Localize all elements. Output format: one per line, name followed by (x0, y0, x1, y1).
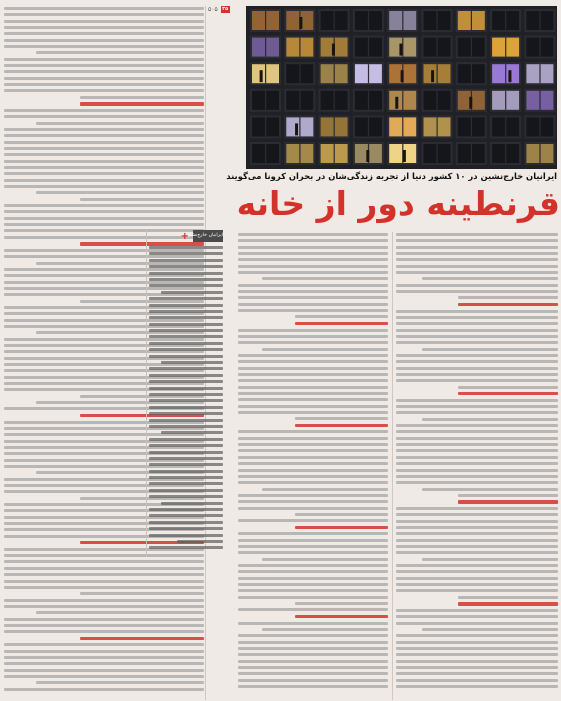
text-line (396, 634, 558, 637)
text-line (149, 393, 223, 396)
text-line (238, 532, 388, 535)
text-line (4, 567, 204, 570)
text-line (396, 564, 558, 567)
text-line (149, 521, 223, 524)
text-line (396, 685, 558, 688)
text-line (149, 272, 223, 275)
text-line (238, 392, 388, 395)
text-line (4, 688, 204, 691)
person-silhouette (401, 70, 404, 82)
text-line (262, 348, 388, 351)
text-line (149, 335, 223, 338)
text-line (4, 7, 204, 10)
person-silhouette (399, 44, 402, 56)
text-line (4, 153, 204, 156)
text-line (4, 115, 204, 118)
text-line (396, 647, 558, 650)
hero-photo (246, 6, 557, 169)
text-line (4, 141, 204, 144)
text-line (238, 430, 388, 433)
text-line (396, 462, 558, 465)
person-silhouette (469, 97, 472, 109)
article-subtitle: ایرانیان خارج‌نشین در ۱۰ کشور دنیا از تجربه زندگی‌شان در بحران کرونا می‌گویند (226, 171, 557, 181)
text-line (238, 551, 388, 554)
person-silhouette (332, 44, 335, 56)
text-line (4, 185, 204, 188)
text-line (4, 210, 204, 213)
person-silhouette (260, 70, 263, 82)
text-line (4, 32, 204, 35)
text-line (149, 304, 223, 307)
middle-text-column (238, 233, 388, 699)
text-line (238, 303, 388, 306)
text-line (4, 147, 204, 150)
text-line (396, 271, 558, 274)
text-line (396, 354, 558, 357)
text-line (396, 526, 558, 529)
text-line (149, 342, 223, 345)
text-line (396, 405, 558, 408)
text-line (396, 589, 558, 592)
text-line (238, 296, 388, 299)
text-line (458, 296, 558, 299)
text-line (238, 641, 388, 644)
text-line (4, 223, 204, 226)
text-line (238, 469, 388, 472)
building-windows-image (246, 6, 557, 169)
text-line (238, 647, 388, 650)
text-line (238, 653, 388, 656)
text-line (238, 545, 388, 548)
text-line (4, 128, 204, 131)
text-line (396, 360, 558, 363)
text-line (238, 589, 388, 592)
text-line (149, 419, 223, 422)
section-subhead (458, 303, 558, 306)
text-line (295, 417, 388, 420)
text-line (36, 681, 204, 684)
text-line (149, 252, 223, 255)
page-header (208, 4, 238, 14)
text-line (238, 608, 388, 611)
text-line (396, 233, 558, 236)
text-line (4, 586, 204, 589)
text-line (238, 564, 388, 567)
section-subhead (80, 637, 204, 640)
text-line (149, 265, 223, 268)
text-line (4, 20, 204, 23)
text-line (422, 348, 558, 351)
text-line (396, 252, 558, 255)
person-silhouette (295, 123, 298, 135)
text-line (149, 489, 223, 492)
text-line (295, 315, 388, 318)
page-mark: ۳۵ (222, 5, 229, 12)
text-line (149, 329, 223, 332)
text-line (4, 643, 204, 646)
text-line (262, 488, 388, 491)
text-line (4, 662, 204, 665)
person-silhouette (508, 70, 511, 82)
text-line (396, 265, 558, 268)
text-line (396, 609, 558, 612)
text-line (4, 134, 204, 137)
text-line (238, 258, 388, 261)
text-line (396, 679, 558, 682)
text-line (238, 494, 388, 497)
text-line (4, 675, 204, 678)
text-line (238, 284, 388, 287)
text-line (422, 628, 558, 631)
text-line (4, 89, 204, 92)
text-line (422, 418, 558, 421)
text-line (396, 310, 558, 313)
text-line (238, 443, 388, 446)
text-line (238, 481, 388, 484)
text-line (4, 64, 204, 67)
text-line (149, 482, 223, 485)
text-line (396, 577, 558, 580)
text-line (80, 96, 204, 99)
text-line (238, 373, 388, 376)
text-line (396, 532, 558, 535)
text-line (238, 271, 388, 274)
text-line (4, 179, 204, 182)
text-line (36, 122, 204, 125)
text-line (396, 239, 558, 242)
text-line (238, 449, 388, 452)
text-line (4, 217, 204, 220)
text-line (149, 470, 223, 473)
text-line (262, 558, 388, 561)
text-line (4, 26, 204, 29)
sidebar-text (149, 246, 223, 556)
text-line (422, 277, 558, 280)
text-line (4, 160, 204, 163)
text-line (80, 198, 204, 201)
text-line (149, 476, 223, 479)
article-headline: قرنطینه دور از خانه (236, 184, 560, 223)
text-line (4, 573, 204, 576)
section-subhead (295, 424, 388, 427)
text-line (149, 284, 223, 287)
text-line (396, 373, 558, 376)
text-line (238, 398, 388, 401)
text-line (396, 653, 558, 656)
text-line (4, 172, 204, 175)
text-line (4, 58, 204, 61)
text-line (238, 246, 388, 249)
text-line (149, 534, 223, 537)
text-line (238, 341, 388, 344)
text-line (4, 580, 204, 583)
text-line (238, 596, 388, 599)
page-number: ۵۰۵ (208, 5, 218, 13)
text-line (238, 570, 388, 573)
text-line (238, 354, 388, 357)
text-line (149, 399, 223, 402)
text-line (149, 387, 223, 390)
text-line (396, 443, 558, 446)
text-line (4, 13, 204, 16)
text-line (396, 341, 558, 344)
text-line (238, 239, 388, 242)
text-line (238, 233, 388, 236)
text-line (149, 425, 223, 428)
text-line (396, 539, 558, 542)
text-line (238, 360, 388, 363)
sidebar-box (146, 230, 227, 556)
text-line (238, 685, 388, 688)
text-line (238, 634, 388, 637)
text-line (149, 297, 223, 300)
text-line (4, 39, 204, 42)
text-line (149, 438, 223, 441)
text-line (396, 411, 558, 414)
text-line (149, 406, 223, 409)
text-line (4, 77, 204, 80)
text-line (149, 546, 223, 549)
text-line (238, 679, 388, 682)
section-subhead (458, 500, 558, 503)
right-text-column (396, 233, 558, 699)
text-line (149, 527, 223, 530)
text-line (149, 278, 223, 281)
text-line (238, 252, 388, 255)
person-silhouette (366, 150, 369, 162)
text-line (295, 602, 388, 605)
text-line (396, 666, 558, 669)
text-line (396, 672, 558, 675)
text-line (238, 335, 388, 338)
text-line (238, 367, 388, 370)
text-line (238, 519, 388, 522)
text-line (4, 109, 204, 112)
text-line (149, 259, 223, 262)
text-line (396, 475, 558, 478)
text-line (36, 51, 204, 54)
person-silhouette (395, 97, 398, 109)
section-subhead (80, 102, 204, 105)
text-line (396, 449, 558, 452)
text-line (396, 641, 558, 644)
text-line (396, 456, 558, 459)
text-line (149, 367, 223, 370)
text-line (161, 431, 223, 434)
text-line (396, 399, 558, 402)
text-line (149, 412, 223, 415)
person-silhouette (431, 70, 434, 82)
text-line (4, 650, 204, 653)
text-line (238, 386, 388, 389)
text-line (422, 558, 558, 561)
text-line (238, 507, 388, 510)
section-subhead (295, 615, 388, 618)
text-line (458, 386, 558, 389)
text-line (238, 437, 388, 440)
text-line (149, 323, 223, 326)
text-line (149, 316, 223, 319)
text-line (149, 508, 223, 511)
text-line (396, 284, 558, 287)
text-line (4, 560, 204, 563)
text-line (396, 329, 558, 332)
column-divider (392, 232, 393, 700)
text-line (80, 592, 204, 595)
text-line (262, 277, 388, 280)
text-line (238, 500, 388, 503)
text-line (149, 246, 223, 249)
text-line (149, 355, 223, 358)
text-line (396, 481, 558, 484)
text-line (238, 672, 388, 675)
text-line (149, 451, 223, 454)
section-subhead (458, 392, 558, 395)
person-silhouette (403, 150, 406, 162)
text-line (4, 669, 204, 672)
section-subhead (295, 526, 388, 529)
text-line (238, 329, 388, 332)
text-line (4, 204, 204, 207)
text-line (149, 348, 223, 351)
section-subhead (458, 602, 558, 605)
text-line (396, 316, 558, 319)
sidebar-tag: ایرانیان خارج‌نشین (193, 230, 223, 242)
text-line (238, 265, 388, 268)
text-line (396, 430, 558, 433)
text-line (149, 514, 223, 517)
text-line (396, 379, 558, 382)
text-line (238, 475, 388, 478)
text-line (396, 290, 558, 293)
text-line (238, 309, 388, 312)
text-line (396, 469, 558, 472)
text-line (458, 596, 558, 599)
text-line (262, 628, 388, 631)
text-line (149, 374, 223, 377)
text-line (396, 583, 558, 586)
text-line (396, 335, 558, 338)
text-line (238, 577, 388, 580)
text-line (396, 258, 558, 261)
text-line (4, 166, 204, 169)
text-line (149, 495, 223, 498)
text-line (422, 488, 558, 491)
text-line (396, 513, 558, 516)
text-line (396, 551, 558, 554)
text-line (396, 424, 558, 427)
text-line (238, 405, 388, 408)
text-line (396, 622, 558, 625)
text-line (36, 611, 204, 614)
text-line (396, 570, 558, 573)
text-line (4, 599, 204, 602)
person-silhouette (299, 17, 302, 29)
plus-icon: + (180, 231, 189, 242)
text-line (238, 583, 388, 586)
text-line (238, 290, 388, 293)
text-line (4, 618, 204, 621)
text-line (238, 622, 388, 625)
text-line (4, 656, 204, 659)
text-line (238, 379, 388, 382)
text-line (149, 463, 223, 466)
text-line (396, 520, 558, 523)
text-line (36, 191, 204, 194)
text-line (4, 624, 204, 627)
text-line (396, 246, 558, 249)
text-line (4, 70, 204, 73)
text-line (149, 444, 223, 447)
text-line (177, 540, 223, 543)
text-line (458, 494, 558, 497)
text-line (295, 513, 388, 516)
text-line (161, 502, 223, 505)
text-line (238, 456, 388, 459)
text-line (4, 83, 204, 86)
text-line (149, 380, 223, 383)
text-line (396, 507, 558, 510)
text-line (238, 539, 388, 542)
text-line (396, 545, 558, 548)
text-line (161, 361, 223, 364)
text-line (396, 322, 558, 325)
text-line (4, 605, 204, 608)
section-subhead (295, 322, 388, 325)
text-line (238, 666, 388, 669)
text-line (4, 45, 204, 48)
text-line (238, 660, 388, 663)
text-line (396, 615, 558, 618)
text-line (396, 660, 558, 663)
text-line (238, 462, 388, 465)
text-line (149, 457, 223, 460)
text-line (161, 291, 223, 294)
text-line (149, 310, 223, 313)
text-line (238, 411, 388, 414)
text-line (396, 437, 558, 440)
text-line (4, 630, 204, 633)
text-line (396, 367, 558, 370)
